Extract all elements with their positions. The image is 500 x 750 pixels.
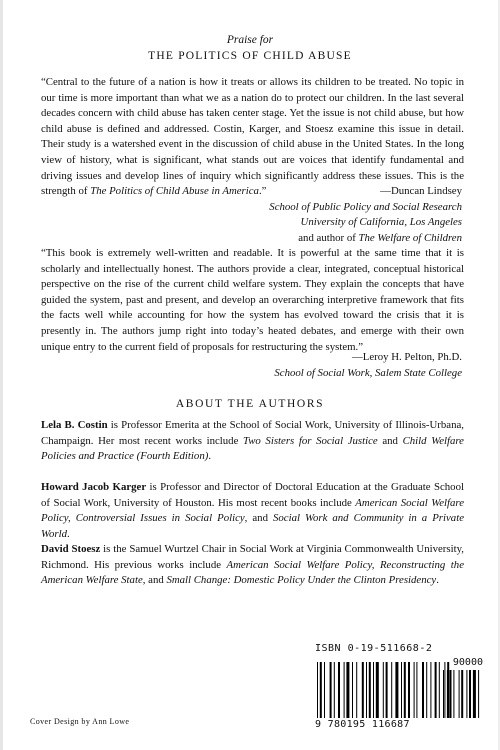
attribution-pelton [274, 350, 462, 381]
bio-karger-book2: Social Work and Community in a Private World [41, 512, 464, 540]
barcode-digits: 9 780195 116687 [315, 719, 410, 730]
quote-lindsey [41, 75, 464, 200]
bio-costin [41, 418, 464, 465]
bio-costin-name: Lela B. Costin [41, 419, 108, 431]
bio-stoesz-book1: American Social Welfare Policy, Reconstructing the American Welfare State [41, 558, 464, 587]
bio-karger-mid: , and [244, 512, 273, 525]
barcode-price-code: 90000 [452, 657, 483, 668]
bio-costin-book1: Two Sisters for Social Justice [243, 434, 378, 447]
bio-stoesz [41, 542, 464, 589]
praise-book-title: THE POLITICS OF CHILD ABUSE [148, 50, 352, 62]
isbn-number: ISBN 0-19-511668-2 [315, 643, 433, 654]
cover-design-credit: Cover Design by Ann Lowe [30, 717, 130, 726]
bio-stoesz-text: is the Samuel Wurtzel Chair in Social Work at Virginia Commonwealth University, Richmond. His previous works include [41, 543, 464, 571]
bio-karger-end: . [67, 527, 70, 540]
bio-costin-book2: Child Welfare Policies and Practice (Fourth Edition) [41, 434, 464, 463]
bio-costin-text: is Professor Emerita at the School of Social Work, University of Illinois-Urbana, Champaign. Her most recent works include [41, 419, 464, 447]
about-authors-heading: ABOUT THE AUTHORS [175, 398, 325, 410]
attribution-lindsey-affil2: University of California, Los Angeles [300, 216, 462, 229]
bio-stoesz-mid: , and [142, 574, 167, 587]
attribution-pelton-affil: School of Social Work, Salem State College [274, 366, 462, 379]
quote-pelton: “This book is extremely well-written and readable. It is powerful at the same time that it is scholarly and intellectually honest. The authors provide a clear, integrated, conceptual historical perspective on the rise of the current child welfare system. They explain the concepts that have guided the system, past and present, and develop an overarching interpretive framework that fits the facts well while accounting for how the system has evolved toward the crisis that it is presently in. The authors jump right into today’s heated debates, and emerge with their own unique entry to the current field of proposals for restructuring the system.” [41, 247, 464, 353]
praise-label: Praise for [226, 34, 274, 46]
attribution-lindsey [269, 184, 462, 246]
quote-lindsey-close: .” [258, 185, 267, 198]
bio-karger-name: Howard Jacob Karger [41, 481, 147, 493]
page-edge-left [0, 0, 3, 750]
barcode-bars [315, 656, 485, 720]
attribution-lindsey-affil3-prefix: and author of [298, 231, 359, 244]
quote-lindsey-book: The Politics of Child Abuse in America [90, 185, 259, 198]
bio-costin-mid: and [377, 434, 403, 447]
bio-karger-book1: American Social Welfare Policy, Controversial Issues in Social Policy [41, 496, 465, 525]
bio-karger-text: is Professor and Director of Doctoral Education at the Graduate School of Social Work, University of Houston. His most recent books include [41, 481, 464, 509]
bio-stoesz-end: . [436, 574, 439, 587]
quote-lindsey-text: “Central to the future of a nation is how it treats or allows its children to be treated. No topic in our time is more important than what we as a nation do to protect our children. In the last several decades concern with child abuse has taken center stage. Yet the issue is not child abuse, but how child abuse is defined and addressed. Costin, Karger, and Stoesz examine this issue in detail. Their study is a watershed event in the discussion of child abuse in the United States. In the long view of history, what is significant, what stands out are voices that identify fundamental and driving issues and develop lines of inquiry which significantly address these issues. This is the strength of [41, 76, 464, 198]
bio-stoesz-name: David Stoesz [41, 543, 101, 555]
isbn-barcode [315, 643, 485, 733]
bio-costin-end: . [208, 450, 212, 463]
bio-karger [41, 480, 464, 542]
bio-stoesz-book2: Small Change: Domestic Policy Under the Clinton Presidency [166, 574, 437, 587]
attribution-pelton-name: —Leroy H. Pelton, Ph.D. [351, 351, 462, 363]
attribution-lindsey-affil3 [269, 231, 462, 247]
attribution-lindsey-name: —Duncan Lindsey [380, 185, 462, 197]
attribution-lindsey-affil3-book: The Welfare of Children [358, 231, 462, 244]
attribution-lindsey-affil1: School of Public Policy and Social Research [269, 200, 462, 213]
